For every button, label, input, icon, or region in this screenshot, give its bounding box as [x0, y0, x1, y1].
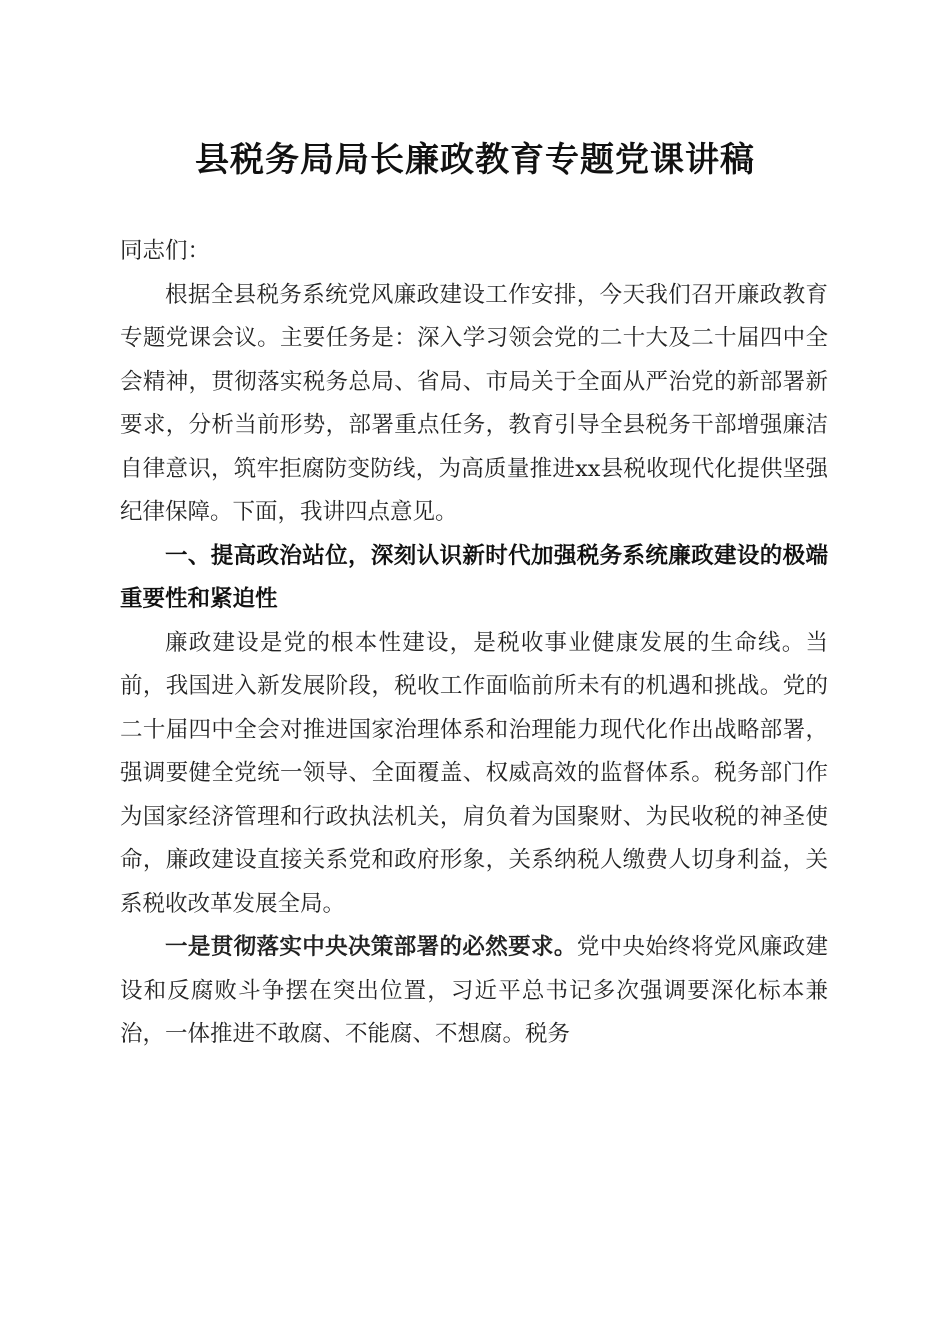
- paragraph-section-1: 廉政建设是党的根本性建设，是税收事业健康发展的生命线。当前，我国进入新发展阶段，税收工作面临前所未有的机遇和挑战。党的二十届四中全会对推进国家治理体系和治理能力现代化作出战略部署，强调要健全党统一领导、全面覆盖、权威高效的监督体系。税务部门作为国家经济管理和行政执法机关，肩负着为国聚财、为民收税的神圣使命，廉政建设直接关系党和政府形象，关系纳税人缴费人切身利益，关系税收改革发展全局。: [120, 629, 828, 917]
- section-heading-1: 一、提高政治站位，深刻认识新时代加强税务系统廉政建设的极端重要性和紧迫性: [120, 542, 828, 612]
- paragraph-intro: 根据全县税务系统党风廉政建设工作安排，今天我们召开廉政教育专题党课会议。主要任务是：深入学习领会党的二十大及二十届四中全会精神，贯彻落实税务总局、省局、市局关于全面从严治党的新部署新要求，分析当前形势，部署重点任务，教育引导全县税务干部增强廉洁自律意识，筑牢拒腐防变防线，为高质量推进xx县税收现代化提供坚强纪律保障。下面，我讲四点意见。: [120, 281, 828, 525]
- document-title: 县税务局局长廉政教育专题党课讲稿: [195, 140, 755, 180]
- point-1-text: 党中央始终将党风廉政建设和反腐败斗争摆在突出位置，习近平总书记多次强调要深化标本兼治，一体推进不敢腐、不能腐、不想腐。税务: [120, 934, 828, 1047]
- salutation: 同志们：: [120, 238, 211, 264]
- paragraph-point-1: [120, 926, 828, 1057]
- document-body: [120, 230, 828, 1057]
- point-1-lead: 一是贯彻落实中央决策部署的必然要求。: [165, 934, 577, 960]
